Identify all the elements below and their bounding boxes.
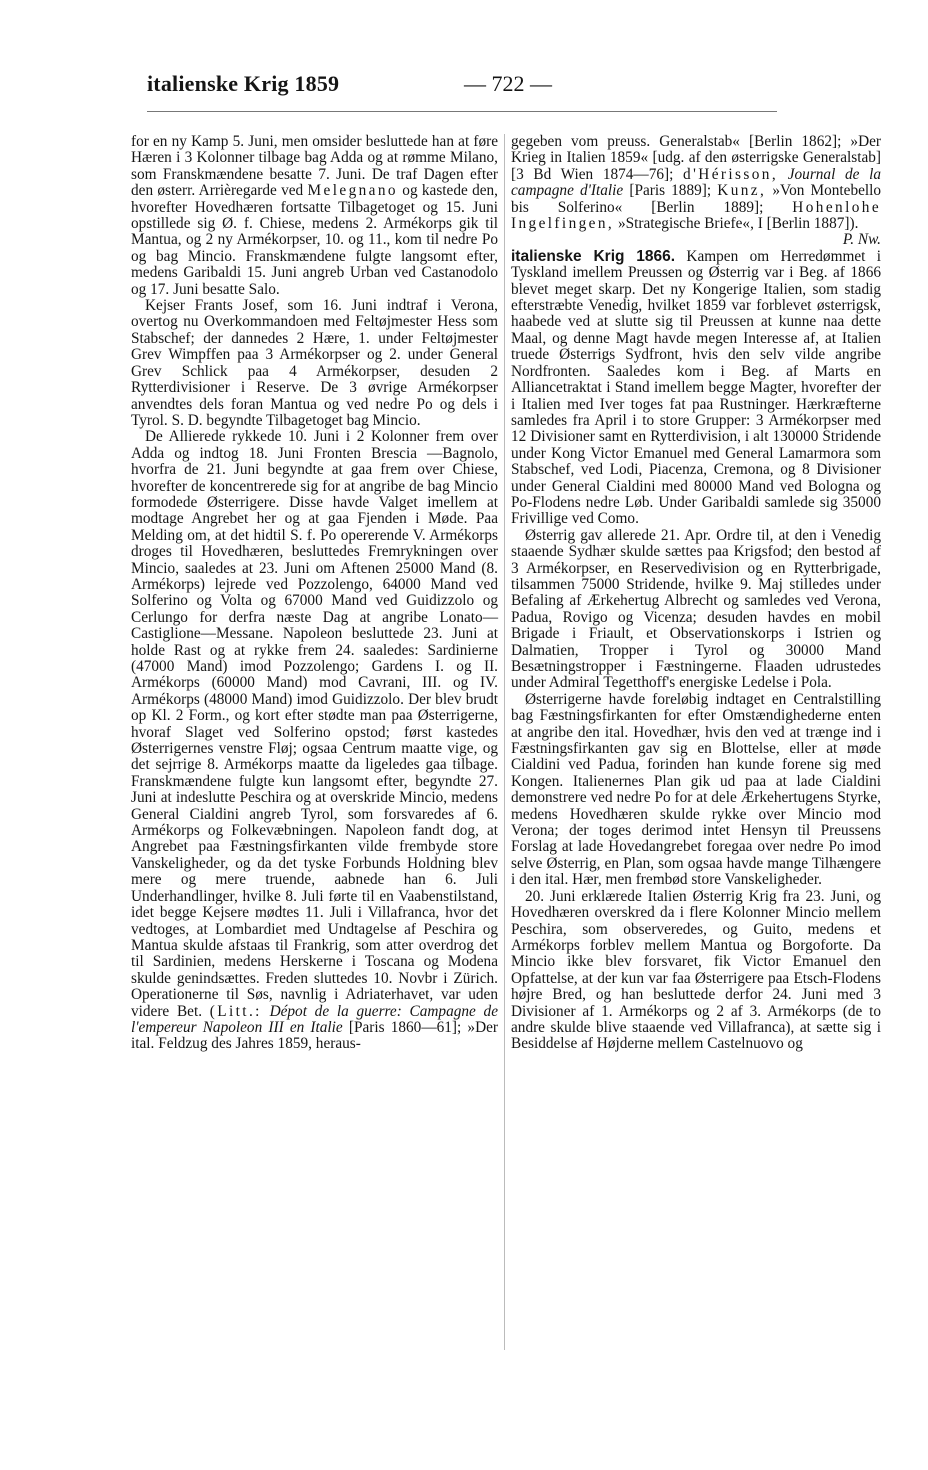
text-segment: Kampen om Herredømmet i Tyskland imellem Preussen og Østerrig var i Beg. af 1866 blevet meget skarp. Det ny Kongerige Italien, som stadig efterstræbte Venedig, hvilket 1859 var forblevet østerrigsk, haabede ved at slutte sig til Preussen at kunne naa dette Maal, og denne Magt havde megen Interesse af, at Italien truede Østerrigs Sydfront, hvis den selv vilde angribe Nordfronten. Saaledes kom i Beg. af Marts en Alliancetraktat i Stand imellem begge Magter, hvorefter der i Italien med Iver toges fat paa Rustninger. Hærkræfterne samledes fra April i to store Grupper: 3 Armékorpser med 12 Divisioner samt en Rytterdivision, i alt 130000 Stridende under Kong Victor Emanuel med General Lamarmora som Stabschef, ved Lodi, Piacenza, Cremona, og 8 Divisioner under General Cialdini med 80000 Mand ved Bologna og Po-Flodens nedre Løb. Under Garibaldi samlede sig 35000 Frivillige ved Como. [511,247,881,528]
author-herisson: d'Hérisson, [683,165,779,183]
text-segment: »Strategische Briefe«, I [Berlin 1887]). [617,215,859,233]
place-melegnano: Melegnano [307,182,398,200]
running-title: italienske Krig 1859 [147,71,340,96]
paragraph-central-position: Østerrigerne havde foreløbig indtaget en Centralstilling bag Fæstningsfirkanten for efter Omstændighederne enten at angribe den ital. Hovedhær, hvis den ved at trænge ind i Fæstningsfirkanten gav sig en Blottelse, eller at møde Cialdini ved Padua, forinden han kunde forene sig med Kongen. Italienernes Plan gik ud paa at lade Cialdini demonstrere ved nedre Po for at dele Ærkehertugens Styrke, medens Hovedhæren skulde rykke over Mincio mod Verona; der toges derimod intet Hensyn til Preussens Forslag at lade Hovedangrebet foregaa over nedre Po imod selve Østerrig, en Plan, som ogsaa havde mange Tilhængere i den ital. Hær, men frembød store Vanskeligheder. [511,690,881,889]
author-hohenlohe: Hohenlohe Ingelfingen, [511,198,882,233]
paragraph-retreat [131,134,498,298]
paragraph-allies-advance [131,429,498,1052]
header-rule [147,111,777,112]
literature-label: (Litt.: [209,1002,262,1020]
text-segment: gegeben vom preuss. Generalstab« [Berlin 1862]; »Der Krieg in Italien 1859« [udg. af den østerrigske Generalstab] [3 Bd Wien 1874—76]; [511,133,881,183]
page-number: — 722 — [464,71,552,96]
author-kunz: Kunz, [717,182,767,200]
literature-title: Dépot de la guerre: Campagne de l'empereur Napoleon III en Italie [131,1002,498,1036]
entry-headword: italienske Krig 1866. [511,247,676,265]
column-divider [504,134,505,1350]
author-signature: P. Nw. [842,231,881,249]
text-segment: [Paris 1889]; [629,182,712,200]
text-segment: og kastede den, hvorefter Hovedhæren fortsatte Tilbagetoget og 15. Juni opstillede sig Ø. f. Chiese, medens 2. Armékorps gik til Mantua, og 2 ny Armékorpser, 10. og 11., kom til nedre Po og bag Mincio. Franskmændene fulgte langsomt efter, medens Garibaldi 15. Juni angreb Urban ved Castanodolo og 17. Juni besatte Salo. [131,182,499,298]
text-segment: De Allierede rykkede 10. Juni i 2 Kolonner frem over Adda og indtog 18. Juni Fronten Brescia —Bagnolo, hvorfra de 21. Juni begyndte at gaa frem over Chiese, hvorefter de koncentrerede sig for at angribe de bag Mincio formodede Østerrigere. Disse havde Valget imellem at modtage Angrebet her og at gaa Fjenden i Møde. Paa Melding om, at det hidtil S. f. Po opererende V. Armékorps droges til Hovedhæren, besluttedes Fremrykningen over Mincio, saaledes at 23. Juni om Aftenen 25000 Mand (8. Armékorps) lejrede ved Pozzolengo, 64000 Mand ved Solferino og Volta og 67000 Mand ved Guidizzolo og Cerlungo for derfra næste Dag at angribe Lonato—Castiglione—Messane. Napoleon besluttede 23. Juni at holde Rast og at rykke frem 24. saaledes: Sardinierne (47000 Mand) imod Pozzolengo; Gardens I. og II. Armékorps (60000 Mand) mod Cavrani, III. og IV. Armékorps (48000 Mand) imod Guidizzolo. Der blev brudt op Kl. 2 Form., og kort efter stødte man paa Østerrigerne, hvoraf Slaget ved Solferino opstod; først kastedes Østerrigernes venstre Fløj; ogsaa Centrum maatte vige, og det sejrrige 8. Armékorps maatte da ligeledes gaa tilbage. Franskmændene fulgte kun langsomt efter, begyndte 27. Juni at indeslutte Peschira og at overskride Mincio, medens General Cialdini angreb Tyrol, som forsvaredes af 6. Armékorps og Folkevæbningen. Napoleon fandt dog, at Angrebet paa Fæstningsfirkanten vilde frembyde store Vanskeligheder, og da det tyske Forbunds Holdning blev mere og mere truende, aabnede han 6. Juli Underhandlinger, hvilke 8. Juli førte til en Vaabenstilstand, idet begge Kejsere mødtes 11. Juli i Villafranca, hvor det vedtoges, at Lombardiet med Undtagelse af Peschira og Mantua skulde afstaas til Frankrig, som atter overdrog det til Sardinien, medens Herskerne i Toscana og Modena skulde genindsættes. Freden sluttedes 10. Novbr i Zürich. Operationerne til Søs, navnlig i Adriaterhavet, var uden videre Bet. [131,428,498,1020]
paragraph-frants-josef: Kejser Frants Josef, som 16. Juni indtraf i Verona, overtog nu Overkommandoen med Feltøjmester Hess som Stabschef; der dannedes 2 Hære, 1. under Feltøjmester Grev Wimpffen paa 3 Armékorpser og 2. under General Grev Schlick paa 4 Armékorpser, desuden 2 Rytterdivisioner i Reserve. De 3 øvrige Armékorpser anvendtes dels foran Mantua og ved nedre Po og dels i Tyrol. S. D. begyndte Tilbagetoget bag Mincio. [131,297,498,429]
paragraph-literature-continued [511,134,881,249]
paragraph-1866-intro [511,249,881,528]
paragraph-declaration-of-war: 20. Juni erklærede Italien Østerrig Krig fra 23. Juni, og Hovedhæren overskred da i flere Kolonner Mincio mellem Peschira, som observeredes, og Guito, medens et Armékorps forblev mellem Mantua og Borgoforte. Da Mincio ikke blev forsvaret, fik Victor Emanuel den Opfattelse, at der kun var faa Østerrigere paa Etsch-Flodens højre Bred, og han besluttede derfor 24. Juni med 3 Divisioner af 1. Armékorps og 2 af 3. Armékorps (de to andre skulde blive staaende ved Villafranca), at sætte sig i Besiddelse af Højderne mellem Castelnuovo og [511,887,881,1053]
text-segment: for en ny Kamp 5. Juni, men omsider besluttede han at føre Hæren i 3 Kolonner tilbage bag Adda og at rømme Milano, som Franskmændene besatte 7. Juni. De traf Dagen efter den østerr. Arrièregarde ved [131,133,498,200]
text-segment: [Paris 1860—61]; »Der ital. Feldzug des Jahres 1859, heraus- [131,1018,499,1053]
left-column [131,134,498,1053]
running-header [147,71,847,105]
work-title: Journal de la campagne d'Italie [511,165,881,200]
text-segment: »Von Montebello bis Solferino« [Berlin 1889]; [511,182,882,216]
paragraph-austria-orders: Østerrig gav allerede 21. Apr. Ordre til, at den i Venedig staaende Sydhær skulde sættes paa Krigsfod; den bestod af 3 Armékorpser, en Reservedivision og en Rytterbrigade, tilsammen 75000 Stridende, hvilke 9. Maj stilledes under Befaling af Ærkehertug Albrecht og samledes ved Verona, Padua, Rovigo og Vicenza; desuden havdes en mobil Brigade i Friault, et Observationskorps i Istrien og Dalmatien, Tropper i Tyrol og 30000 Mand Besætningstropper i Fæstningerne. Flaaden udrustedes under Admiral Tegetthoff's energiske Ledelse i Pola. [511,526,881,692]
right-column [511,134,881,1053]
